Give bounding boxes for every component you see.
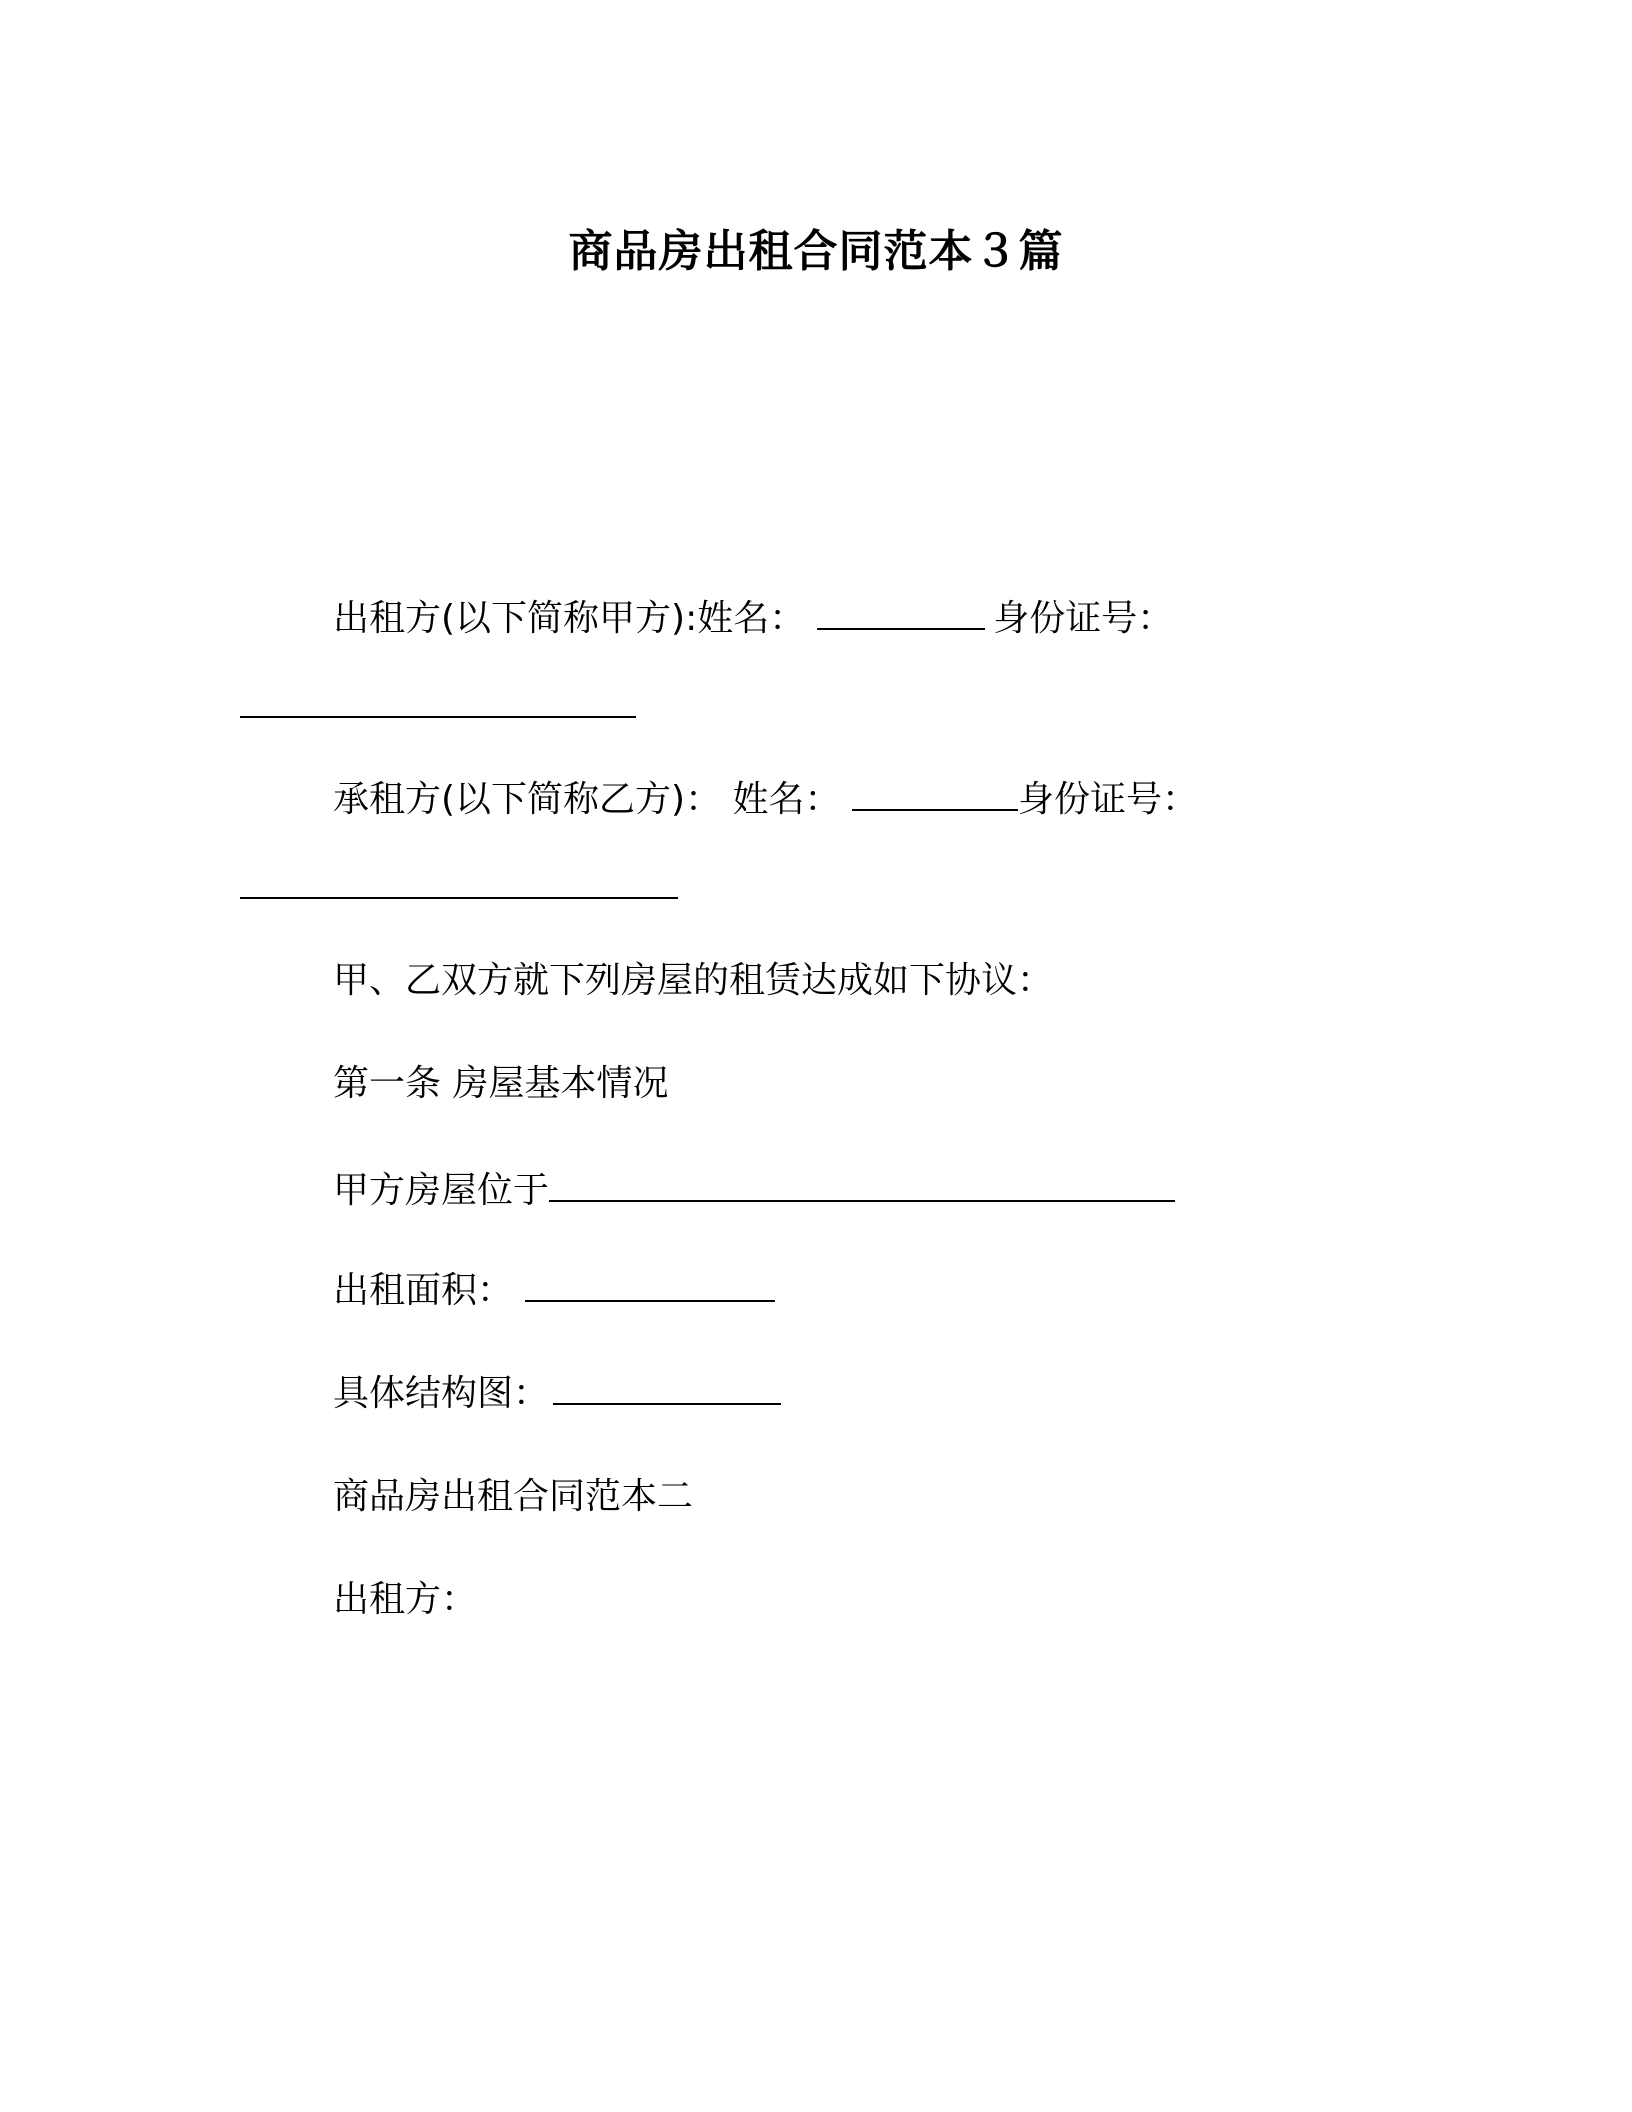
second-lessor-label: 出租方： — [333, 1579, 478, 1620]
article-one-heading: 第一条 房屋基本情况 — [333, 1063, 669, 1104]
structure-label: 具体结构图： — [333, 1373, 550, 1414]
location-blank — [549, 1170, 1175, 1202]
lessor-name-blank — [817, 598, 985, 630]
document-title: 商品房出租合同范本３篇 — [568, 226, 1064, 277]
location-line — [333, 1167, 1175, 1215]
lessee-id-blank — [240, 897, 678, 899]
lessor-id-label: 身份证号： — [993, 598, 1174, 639]
area-label: 出租面积： — [333, 1270, 514, 1311]
area-blank — [525, 1270, 775, 1302]
lessee-line — [333, 776, 1198, 824]
lessee-id-label: 身份证号： — [1017, 779, 1198, 820]
location-label: 甲方房屋位于 — [333, 1170, 550, 1211]
agreement-intro: 甲、乙双方就下列房屋的租赁达成如下协议： — [333, 960, 1054, 1001]
lessor-id-blank — [240, 716, 636, 718]
lessee-name-label: 承租方(以下简称乙方)： 姓名： — [333, 779, 852, 820]
structure-blank — [553, 1373, 781, 1405]
lessee-name-blank — [852, 779, 1018, 811]
area-line — [333, 1267, 775, 1315]
structure-line — [333, 1370, 781, 1418]
lessor-line — [333, 595, 1173, 643]
lessor-name-label: 出租方(以下简称甲方):姓名： — [333, 598, 806, 639]
second-sample-title: 商品房出租合同范本二 — [333, 1476, 694, 1517]
